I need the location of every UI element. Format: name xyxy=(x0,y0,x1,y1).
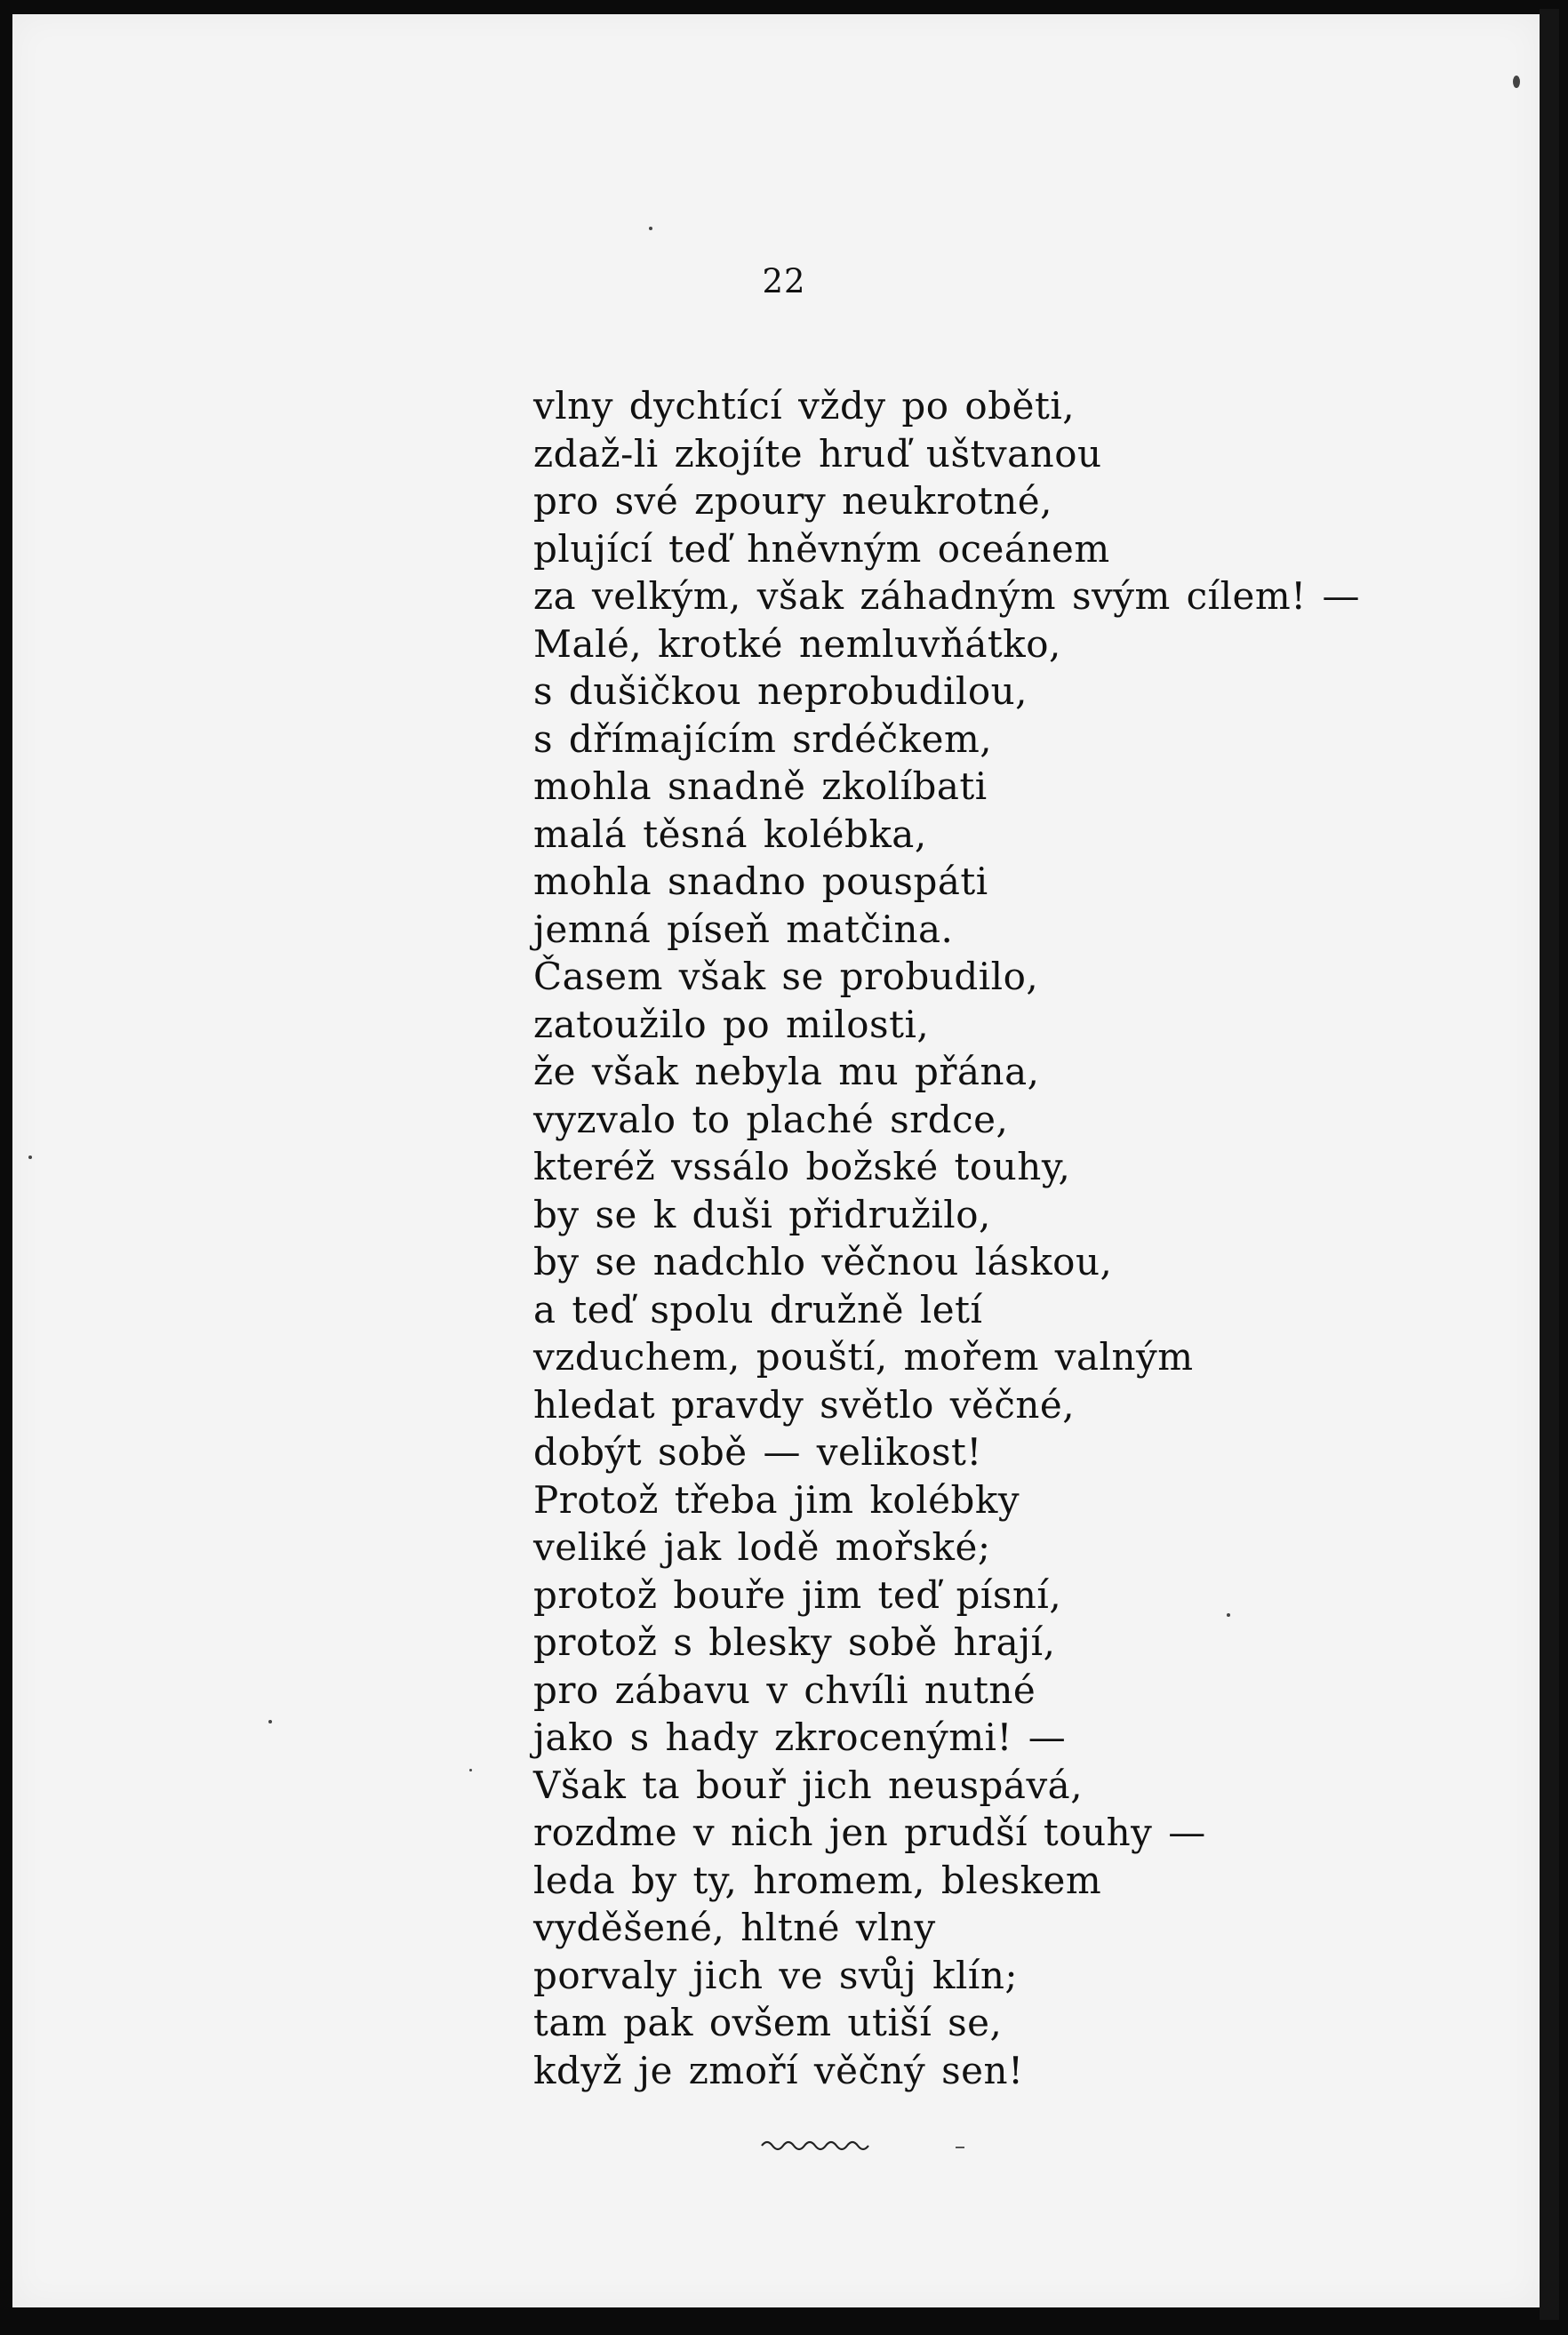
page-edge-shadow xyxy=(1540,9,1559,2320)
poem-line: Malé, krotké nemluvňátko, xyxy=(533,621,1061,666)
poem-line: malá těsná kolébka, xyxy=(533,812,927,856)
poem-line: vyzvalo to plaché srdce, xyxy=(533,1097,1009,1141)
poem-line: s dřímajícím srdéčkem, xyxy=(533,716,993,761)
poem-line: mohla snadně zkolíbati xyxy=(533,764,988,808)
poem-line: hledat pravdy světlo věčné, xyxy=(533,1382,1076,1427)
poem-line: protož s blesky sobě hrají, xyxy=(533,1620,1056,1664)
wavy-line-ornament-icon xyxy=(760,2131,973,2158)
poem-line: jako s hady zkrocenými! — xyxy=(533,1715,1067,1759)
scan-speck xyxy=(1513,76,1520,88)
poem-line: jemná píseň matčina. xyxy=(533,907,954,951)
poem-line: protož bouře jim teď písní, xyxy=(533,1572,1062,1617)
poem-line: za velkým, však záhadným svým cílem! — xyxy=(533,574,1360,618)
scan-speck xyxy=(1227,1613,1230,1617)
poem-line: když je zmoří věčný sen! xyxy=(533,2048,1024,2092)
poem-line: tam pak ovšem utiší se, xyxy=(533,2001,1003,2044)
poem-line: vlny dychtící vždy po oběti, xyxy=(533,384,1076,428)
poem-line: rozdme v nich jen prudší touhy — xyxy=(533,1811,1206,1854)
poem-line: plující teď hněvným oceánem xyxy=(533,526,1110,571)
poem-line: pro své zpoury neukrotné, xyxy=(533,479,1052,523)
poem-line: pro zábavu v chvíli nutné xyxy=(533,1667,1036,1712)
scan-speck xyxy=(469,1769,472,1771)
poem-line: Však ta bouř jich neuspává, xyxy=(533,1763,1084,1807)
poem-line: zatoužilo po milosti, xyxy=(533,1002,930,1046)
page-number: 22 xyxy=(762,262,806,300)
poem-line: by se k duši přidružilo, xyxy=(533,1192,991,1236)
scan-speck xyxy=(268,1720,272,1723)
poem-line: porvaly jich ve svůj klín; xyxy=(533,1953,1019,1997)
poem-line: Protož třeba jim kolébky xyxy=(533,1477,1020,1522)
poem-line: s dušičkou neprobudilou, xyxy=(533,669,1028,713)
poem-line: by se nadchlo věčnou láskou, xyxy=(533,1240,1113,1283)
poem-text xyxy=(533,382,1360,2094)
poem-line: že však nebyla mu přána, xyxy=(533,1050,1040,1093)
poem-line: veliké jak lodě mořské; xyxy=(533,1525,991,1569)
poem-line: Časem však se probudilo, xyxy=(533,955,1039,998)
poem-line: zdaž-li zkojíte hruď uštvanou xyxy=(533,431,1102,476)
scan-speck xyxy=(649,227,652,230)
poem-line: dobýt sobě — velikost! xyxy=(533,1430,982,1474)
poem-line: leda by ty, hromem, bleskem xyxy=(533,1858,1102,1902)
poem-line: mohla snadno pouspáti xyxy=(533,860,988,903)
poem-line: a teď spolu družně letí xyxy=(533,1287,983,1331)
poem-line: kteréž vssálo božské touhy, xyxy=(533,1145,1071,1188)
scan-speck xyxy=(28,1156,32,1159)
poem-line: vyděšené, hltné vlny xyxy=(533,1906,936,1949)
poem-line: vzduchem, pouští, mořem valným xyxy=(533,1335,1194,1379)
